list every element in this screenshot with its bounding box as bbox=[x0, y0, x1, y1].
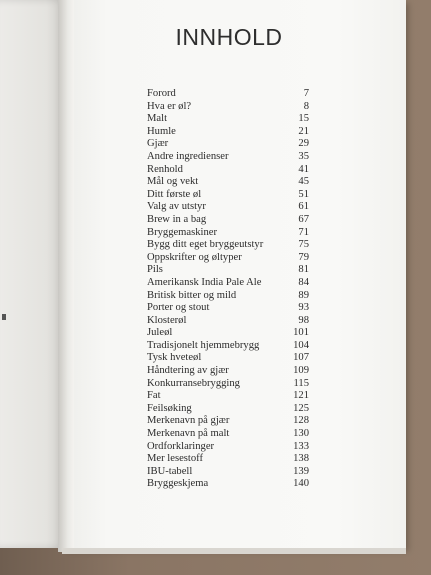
toc-entry-page-number: 98 bbox=[298, 314, 309, 326]
toc-entry-label: Fat bbox=[147, 390, 161, 402]
toc-entry bbox=[147, 113, 309, 126]
toc-entry bbox=[147, 390, 309, 403]
toc-entry-label: Humle bbox=[147, 125, 176, 137]
toc-entry-label: Porter og stout bbox=[147, 302, 210, 314]
toc-entry-page-number: 101 bbox=[293, 327, 309, 339]
toc-entry-label: Ordforklaringer bbox=[147, 440, 215, 452]
toc-entry-page-number: 128 bbox=[293, 415, 309, 427]
book-gutter bbox=[58, 0, 74, 552]
toc-entry-page-number: 79 bbox=[298, 251, 309, 263]
toc-entry-label: Malt bbox=[147, 113, 168, 125]
toc-entry-page-number: 71 bbox=[298, 226, 309, 238]
toc-entry bbox=[147, 101, 309, 114]
toc-entry bbox=[147, 441, 309, 454]
toc-entry bbox=[147, 138, 309, 151]
toc-entry bbox=[147, 277, 309, 290]
toc-entry-label: Gjær bbox=[147, 138, 169, 150]
toc-entry bbox=[147, 428, 309, 441]
toc-entry-label: Bygg ditt eget bryggeutstyr bbox=[147, 239, 264, 251]
toc-entry-page-number: 51 bbox=[298, 188, 309, 200]
toc-entry-label: Bryggeskjema bbox=[147, 478, 209, 490]
toc-entry bbox=[147, 88, 309, 101]
toc-entry-page-number: 81 bbox=[298, 264, 309, 276]
page-edge bbox=[62, 548, 406, 554]
toc-entry-page-number: 140 bbox=[293, 478, 309, 490]
toc-entry-page-number: 84 bbox=[298, 276, 309, 288]
toc-entry bbox=[147, 315, 309, 328]
toc-entry-page-number: 133 bbox=[293, 440, 309, 452]
left-page-text-fragment bbox=[2, 314, 6, 320]
toc-entry-page-number: 61 bbox=[298, 201, 309, 213]
toc-entry-page-number: 121 bbox=[293, 390, 309, 402]
toc-entry-label: Merkenavn på malt bbox=[147, 428, 230, 440]
toc-entry-label: Tysk hveteøl bbox=[147, 352, 202, 364]
table-of-contents bbox=[147, 88, 309, 491]
toc-entry-page-number: 139 bbox=[293, 465, 309, 477]
toc-entry bbox=[147, 365, 309, 378]
toc-entry-label: Håndtering av gjær bbox=[147, 365, 229, 377]
toc-entry-page-number: 75 bbox=[298, 239, 309, 251]
toc-entry-label: Feilsøking bbox=[147, 402, 192, 414]
toc-entry bbox=[147, 453, 309, 466]
toc-entry bbox=[147, 378, 309, 391]
toc-entry bbox=[147, 478, 309, 491]
toc-entry bbox=[147, 340, 309, 353]
toc-entry bbox=[147, 176, 309, 189]
toc-entry-page-number: 93 bbox=[298, 302, 309, 314]
toc-entry bbox=[147, 290, 309, 303]
toc-entry-page-number: 45 bbox=[298, 176, 309, 188]
toc-entry bbox=[147, 164, 309, 177]
toc-entry bbox=[147, 151, 309, 164]
toc-entry-label: Pils bbox=[147, 264, 163, 276]
toc-entry-label: Andre ingredienser bbox=[147, 150, 229, 162]
toc-entry-page-number: 109 bbox=[293, 365, 309, 377]
toc-entry bbox=[147, 415, 309, 428]
toc-entry bbox=[147, 403, 309, 416]
toc-entry bbox=[147, 239, 309, 252]
toc-entry-page-number: 104 bbox=[293, 339, 309, 351]
toc-entry-page-number: 107 bbox=[293, 352, 309, 364]
toc-entry-label: Ditt første øl bbox=[147, 188, 202, 200]
toc-entry-label: Hva er øl? bbox=[147, 100, 192, 112]
toc-entry bbox=[147, 214, 309, 227]
toc-entry-page-number: 89 bbox=[298, 289, 309, 301]
toc-entry-label: Juleøl bbox=[147, 327, 173, 339]
toc-entry bbox=[147, 352, 309, 365]
toc-entry-label: Klosterøl bbox=[147, 314, 187, 326]
toc-entry bbox=[147, 126, 309, 139]
toc-entry-page-number: 115 bbox=[293, 377, 309, 389]
toc-entry-label: Konkurransebrygging bbox=[147, 377, 240, 389]
toc-entry-page-number: 7 bbox=[303, 88, 309, 99]
toc-entry bbox=[147, 227, 309, 240]
left-page bbox=[0, 0, 66, 548]
toc-entry bbox=[147, 201, 309, 214]
toc-entry-label: Amerikansk India Pale Ale bbox=[147, 276, 262, 288]
toc-entry-label: Renhold bbox=[147, 163, 183, 175]
page-title: INNHOLD bbox=[175, 24, 283, 50]
toc-entry-label: Tradisjonelt hjemmebrygg bbox=[147, 339, 260, 351]
toc-entry-page-number: 41 bbox=[298, 163, 309, 175]
toc-entry-page-number: 130 bbox=[293, 428, 309, 440]
toc-entry-label: IBU-tabell bbox=[147, 465, 193, 477]
toc-entry-page-number: 29 bbox=[298, 138, 309, 150]
toc-entry-label: Britisk bitter og mild bbox=[147, 289, 237, 301]
toc-entry bbox=[147, 466, 309, 479]
toc-entry-label: Merkenavn på gjær bbox=[147, 415, 230, 427]
toc-entry-label: Oppskrifter og øltyper bbox=[147, 251, 242, 263]
toc-entry bbox=[147, 189, 309, 202]
toc-entry bbox=[147, 252, 309, 265]
toc-entry-page-number: 125 bbox=[293, 402, 309, 414]
toc-entry-page-number: 35 bbox=[298, 150, 309, 162]
toc-entry-label: Bryggemaskiner bbox=[147, 226, 218, 238]
toc-entry-page-number: 8 bbox=[303, 100, 309, 112]
toc-entry-label: Valg av utstyr bbox=[147, 201, 206, 213]
toc-entry-label: Mål og vekt bbox=[147, 176, 199, 188]
toc-entry-label: Brew in a bag bbox=[147, 213, 207, 225]
toc-entry bbox=[147, 327, 309, 340]
toc-entry-page-number: 67 bbox=[298, 213, 309, 225]
toc-entry-label: Mer lesestoff bbox=[147, 453, 203, 465]
toc-entry bbox=[147, 302, 309, 315]
toc-entry-label: Forord bbox=[147, 88, 176, 99]
toc-entry-page-number: 138 bbox=[293, 453, 309, 465]
toc-entry-page-number: 15 bbox=[298, 113, 309, 125]
toc-entry bbox=[147, 264, 309, 277]
toc-entry-page-number: 21 bbox=[298, 125, 309, 137]
